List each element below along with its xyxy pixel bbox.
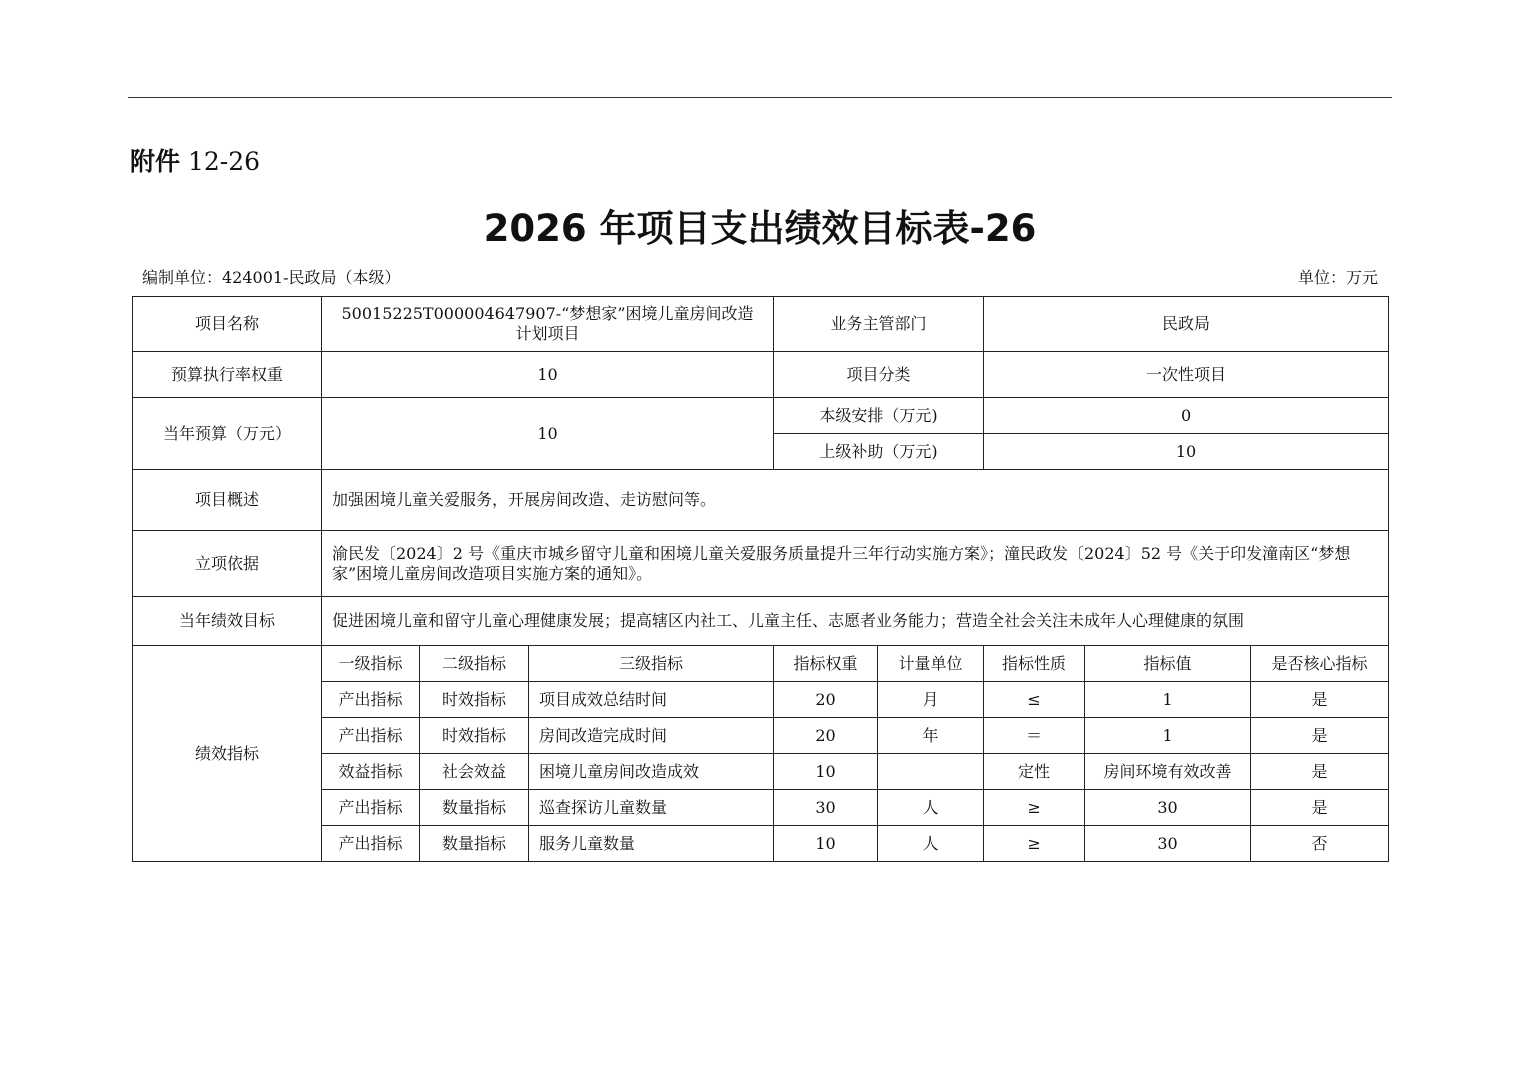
level2-cell: 时效指标	[420, 718, 529, 754]
nature-cell: ＝	[984, 718, 1085, 754]
core-cell: 是	[1251, 682, 1389, 718]
unit-cell: 年	[878, 718, 984, 754]
overview-value: 加强困境儿童关爱服务，开展房间改造、走访慰问等。	[322, 470, 1389, 531]
core-cell: 是	[1251, 718, 1389, 754]
header-level1: 一级指标	[322, 646, 420, 682]
table-row	[133, 754, 1389, 790]
level1-cell: 产出指标	[322, 682, 420, 718]
attachment-prefix: 附件	[130, 147, 181, 176]
project-name-label: 项目名称	[133, 297, 322, 352]
value-cell: 1	[1085, 718, 1251, 754]
level2-cell: 时效指标	[420, 682, 529, 718]
weight-cell: 10	[774, 826, 878, 862]
goal-label: 当年绩效目标	[133, 597, 322, 646]
attachment-label	[130, 145, 260, 179]
table-row	[133, 826, 1389, 862]
basis-label: 立项依据	[133, 531, 322, 597]
category-label: 项目分类	[774, 352, 984, 398]
row-budget-local	[133, 398, 1389, 434]
goal-value: 促进困境儿童和留守儿童心理健康发展；提高辖区内社工、儿童主任、志愿者业务能力；营造全社会关注未成年人心理健康的氛围	[322, 597, 1389, 646]
document-title: 2026 年项目支出绩效目标表-26	[483, 207, 1037, 250]
header-value: 指标值	[1085, 646, 1251, 682]
nature-cell: 定性	[984, 754, 1085, 790]
value-cell: 30	[1085, 826, 1251, 862]
attachment-number: 12-26	[187, 147, 261, 176]
indicators-section-label: 绩效指标	[133, 646, 322, 862]
level3-cell: 项目成效总结时间	[529, 682, 774, 718]
table-row	[133, 718, 1389, 754]
level3-cell: 房间改造完成时间	[529, 718, 774, 754]
header-level2: 二级指标	[420, 646, 529, 682]
header-core: 是否核心指标	[1251, 646, 1389, 682]
unit-cell: 月	[878, 682, 984, 718]
level2-cell: 数量指标	[420, 790, 529, 826]
weight-cell: 10	[774, 754, 878, 790]
dept-label: 业务主管部门	[774, 297, 984, 352]
budget-label: 当年预算（万元）	[133, 398, 322, 470]
weight-cell: 20	[774, 682, 878, 718]
level3-cell: 服务儿童数量	[529, 826, 774, 862]
weight-cell: 30	[774, 790, 878, 826]
nature-cell: ≥	[984, 790, 1085, 826]
basis-value: 渝民发〔2024〕2 号《重庆市城乡留守儿童和困境儿童关爱服务质量提升三年行动实施方案》；潼民政发〔2024〕52 号《关于印发潼南区“梦想家”困境儿童房间改造项目实施方案的通知》。	[322, 531, 1389, 597]
core-cell: 是	[1251, 790, 1389, 826]
level3-cell: 巡查探访儿童数量	[529, 790, 774, 826]
header-unit: 计量单位	[878, 646, 984, 682]
overview-label: 项目概述	[133, 470, 322, 531]
nature-cell: ≥	[984, 826, 1085, 862]
category-value: 一次性项目	[984, 352, 1389, 398]
upper-label: 上级补助（万元)	[774, 434, 984, 470]
row-basis	[133, 531, 1389, 597]
level1-cell: 效益指标	[322, 754, 420, 790]
row-weight	[133, 352, 1389, 398]
value-cell: 房间环境有效改善	[1085, 754, 1251, 790]
value-cell: 1	[1085, 682, 1251, 718]
budget-value: 10	[322, 398, 774, 470]
header-nature: 指标性质	[984, 646, 1085, 682]
core-cell: 是	[1251, 754, 1389, 790]
unit-cell: 人	[878, 826, 984, 862]
value-cell: 30	[1085, 790, 1251, 826]
table-row	[133, 682, 1389, 718]
currency-unit: 单位：万元	[1297, 268, 1378, 287]
local-value: 0	[984, 398, 1389, 434]
weight-cell: 20	[774, 718, 878, 754]
row-project-name	[133, 297, 1389, 352]
dept-value: 民政局	[984, 297, 1389, 352]
row-goal	[133, 597, 1389, 646]
level2-cell: 数量指标	[420, 826, 529, 862]
header-level3: 三级指标	[529, 646, 774, 682]
nature-cell: ≤	[984, 682, 1085, 718]
row-overview	[133, 470, 1389, 531]
project-name-line2: 计划项目	[515, 324, 580, 343]
unit-cell: 人	[878, 790, 984, 826]
local-label: 本级安排（万元)	[774, 398, 984, 434]
level1-cell: 产出指标	[322, 718, 420, 754]
weight-value: 10	[322, 352, 774, 398]
weight-label: 预算执行率权重	[133, 352, 322, 398]
performance-target-table	[132, 296, 1389, 862]
level1-cell: 产出指标	[322, 826, 420, 862]
level1-cell: 产出指标	[322, 790, 420, 826]
upper-value: 10	[984, 434, 1389, 470]
table-row	[133, 790, 1389, 826]
project-name-value	[322, 297, 774, 352]
level3-cell: 困境儿童房间改造成效	[529, 754, 774, 790]
level2-cell: 社会效益	[420, 754, 529, 790]
core-cell: 否	[1251, 826, 1389, 862]
unit-cell	[878, 754, 984, 790]
header-weight: 指标权重	[774, 646, 878, 682]
top-rule	[128, 97, 1392, 98]
project-name-line1: 50015225T000004647907-“梦想家”困境儿童房间改造	[341, 304, 754, 323]
compiler-unit: 编制单位：424001-民政局（本级）	[142, 268, 401, 287]
indicator-header-row	[133, 646, 1389, 682]
